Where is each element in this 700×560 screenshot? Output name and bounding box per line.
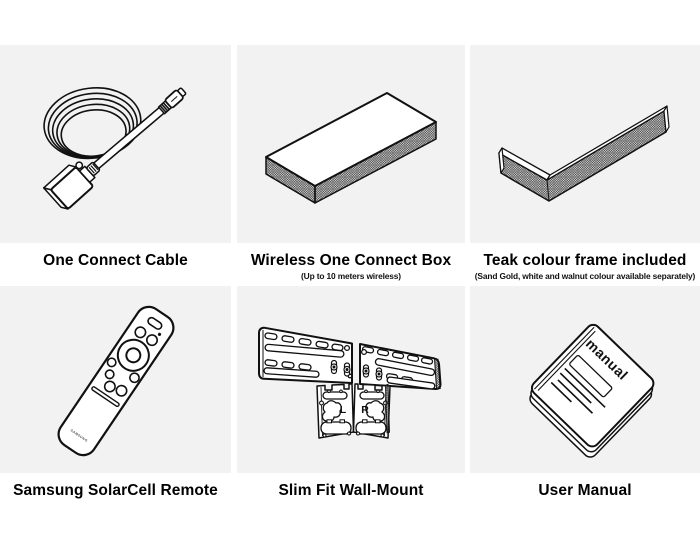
item-label: Wireless One Connect Box bbox=[250, 252, 452, 269]
user-manual-illustration bbox=[470, 286, 700, 473]
caption-solarcell-remote bbox=[0, 473, 231, 513]
item-sublabel: (Up to 10 meters wireless) bbox=[301, 271, 401, 281]
bracket-tongue bbox=[317, 384, 354, 438]
tv-side-connector bbox=[158, 87, 187, 115]
cable-coil bbox=[40, 82, 145, 163]
caption-wall-mount bbox=[237, 473, 465, 513]
item-label: One Connect Cable bbox=[43, 252, 188, 269]
panel-one-connect-cable bbox=[0, 45, 231, 243]
wall-mount-illustration bbox=[237, 286, 465, 473]
panel-user-manual bbox=[470, 286, 700, 473]
remote-brand-label: SAMSUNG bbox=[69, 428, 89, 444]
panel-teak-frame bbox=[470, 45, 700, 243]
panel-wall-mount bbox=[237, 286, 465, 473]
teak-frame-illustration bbox=[470, 45, 700, 243]
one-connect-cable-illustration bbox=[0, 45, 231, 243]
wall-mount-bracket-right bbox=[354, 344, 441, 438]
wireless-one-connect-box-illustration bbox=[237, 45, 465, 243]
caption-one-connect-cable bbox=[0, 243, 231, 286]
frame-top-strip-right bbox=[547, 106, 667, 180]
solarcell-remote-illustration bbox=[0, 286, 231, 473]
item-label: User Manual bbox=[538, 482, 632, 499]
caption-user-manual bbox=[470, 473, 700, 513]
wall-mount-right-marker: R bbox=[361, 404, 369, 416]
caption-wireless-one-connect-box bbox=[237, 243, 465, 286]
item-label: Slim Fit Wall-Mount bbox=[278, 482, 424, 499]
panel-solarcell-remote bbox=[0, 286, 231, 473]
item-label: Samsung SolarCell Remote bbox=[13, 482, 218, 499]
caption-teak-frame bbox=[470, 243, 700, 286]
item-label: Teak colour frame included bbox=[483, 252, 687, 269]
cable-straight-run bbox=[96, 110, 162, 166]
wall-mount-left-marker: L bbox=[339, 404, 347, 416]
wall-mount-bracket-left bbox=[259, 328, 354, 438]
manual-cover-title: manual bbox=[582, 335, 632, 384]
panel-wireless-one-connect-box bbox=[237, 45, 465, 243]
item-sublabel: (Sand Gold, white and walnut colour available separately) bbox=[474, 271, 696, 281]
